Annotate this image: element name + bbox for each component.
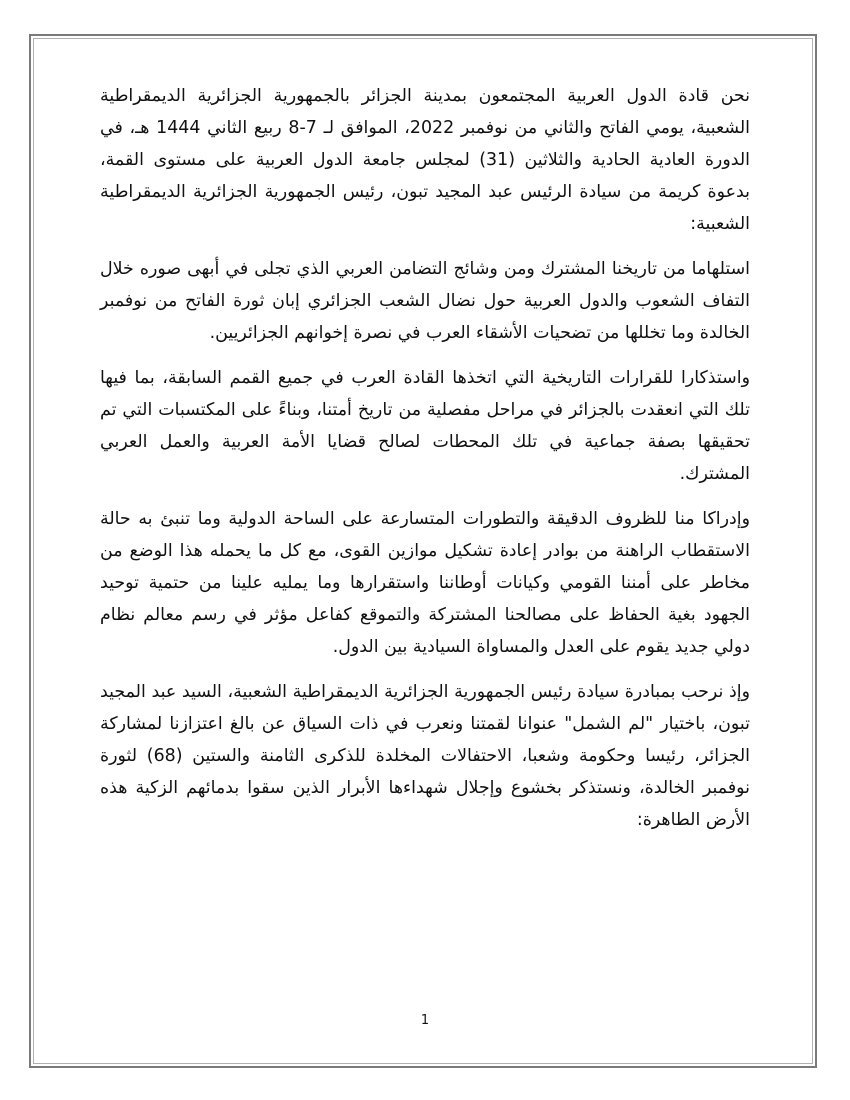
paragraph-2: استلهاما من تاريخنا المشترك ومن وشائج التضامن العربي الذي تجلى في أبهى صوره خلال التفاف الشعوب والدول العربية حول نضال الشعب الجزائري إبان ثورة الفاتح من نوفمبر الخالدة وما تخللها من تضحيات الأشقاء العرب في نصرة إخوانهم الجزائريين. (100, 259, 750, 343)
paragraph-3: واستذكارا للقرارات التاريخية التي اتخذها القادة العرب في جميع القمم السابقة، بما فيها تلك التي انعقدت بالجزائر في مراحل مفصلية من تاريخ أمتنا، وبناءً على المكتسبات التي تم تحقيقها بصفة جماعية في تلك المحطات لصالح قضايا الأمة العربية والعمل العربي المشترك. (100, 368, 750, 484)
document-body (100, 80, 750, 849)
page-number: 1 (420, 1013, 430, 1028)
paragraph-4: وإدراكا منا للظروف الدقيقة والتطورات المتسارعة على الساحة الدولية وما تنبئ به حالة الاستقطاب الراهنة من بوادر إعادة تشكيل موازين القوى، مع كل ما يحمله هذا الوضع من مخاطر على أمننا القومي وكيانات أوطاننا واستقرارها وما يمليه علينا من حتمية توحيد الجهود بغية الحفاظ على مصالحنا المشتركة والتموقع كفاعل مؤثر في رسم معالم نظام دولي جديد يقوم على العدل والمساواة السيادية بين الدول. (100, 509, 750, 657)
paragraph-5: وإذ نرحب بمبادرة سيادة رئيس الجمهورية الجزائرية الديمقراطية الشعبية، السيد عبد المجيد تبون، باختيار "لم الشمل" عنوانا لقمتنا ونعرب في ذات السياق عن بالغ اعتزازنا لمشاركة الجزائر، رئيسا وحكومة وشعبا، الاحتفالات المخلدة للذكرى الثامنة والستين (68) لثورة نوفمبر الخالدة، ونستذكر بخشوع وإجلال شهداءها الأبرار الذين سقوا بدمائهم الزكية هذه الأرض الطاهرة: (100, 682, 750, 830)
paragraph-1: نحن قادة الدول العربية المجتمعون بمدينة الجزائر بالجمهورية الجزائرية الديمقراطية الشعبية، يومي الفاتح والثاني من نوفمبر 2022، الموافق لـ 7-8 ربيع الثاني 1444 هـ، في الدورة العادية الحادية والثلاثين (31) لمجلس جامعة الدول العربية على مستوى القمة، بدعوة كريمة من سيادة الرئيس عبد المجيد تبون، رئيس الجمهورية الجزائرية الديمقراطية الشعبية: (100, 86, 750, 234)
